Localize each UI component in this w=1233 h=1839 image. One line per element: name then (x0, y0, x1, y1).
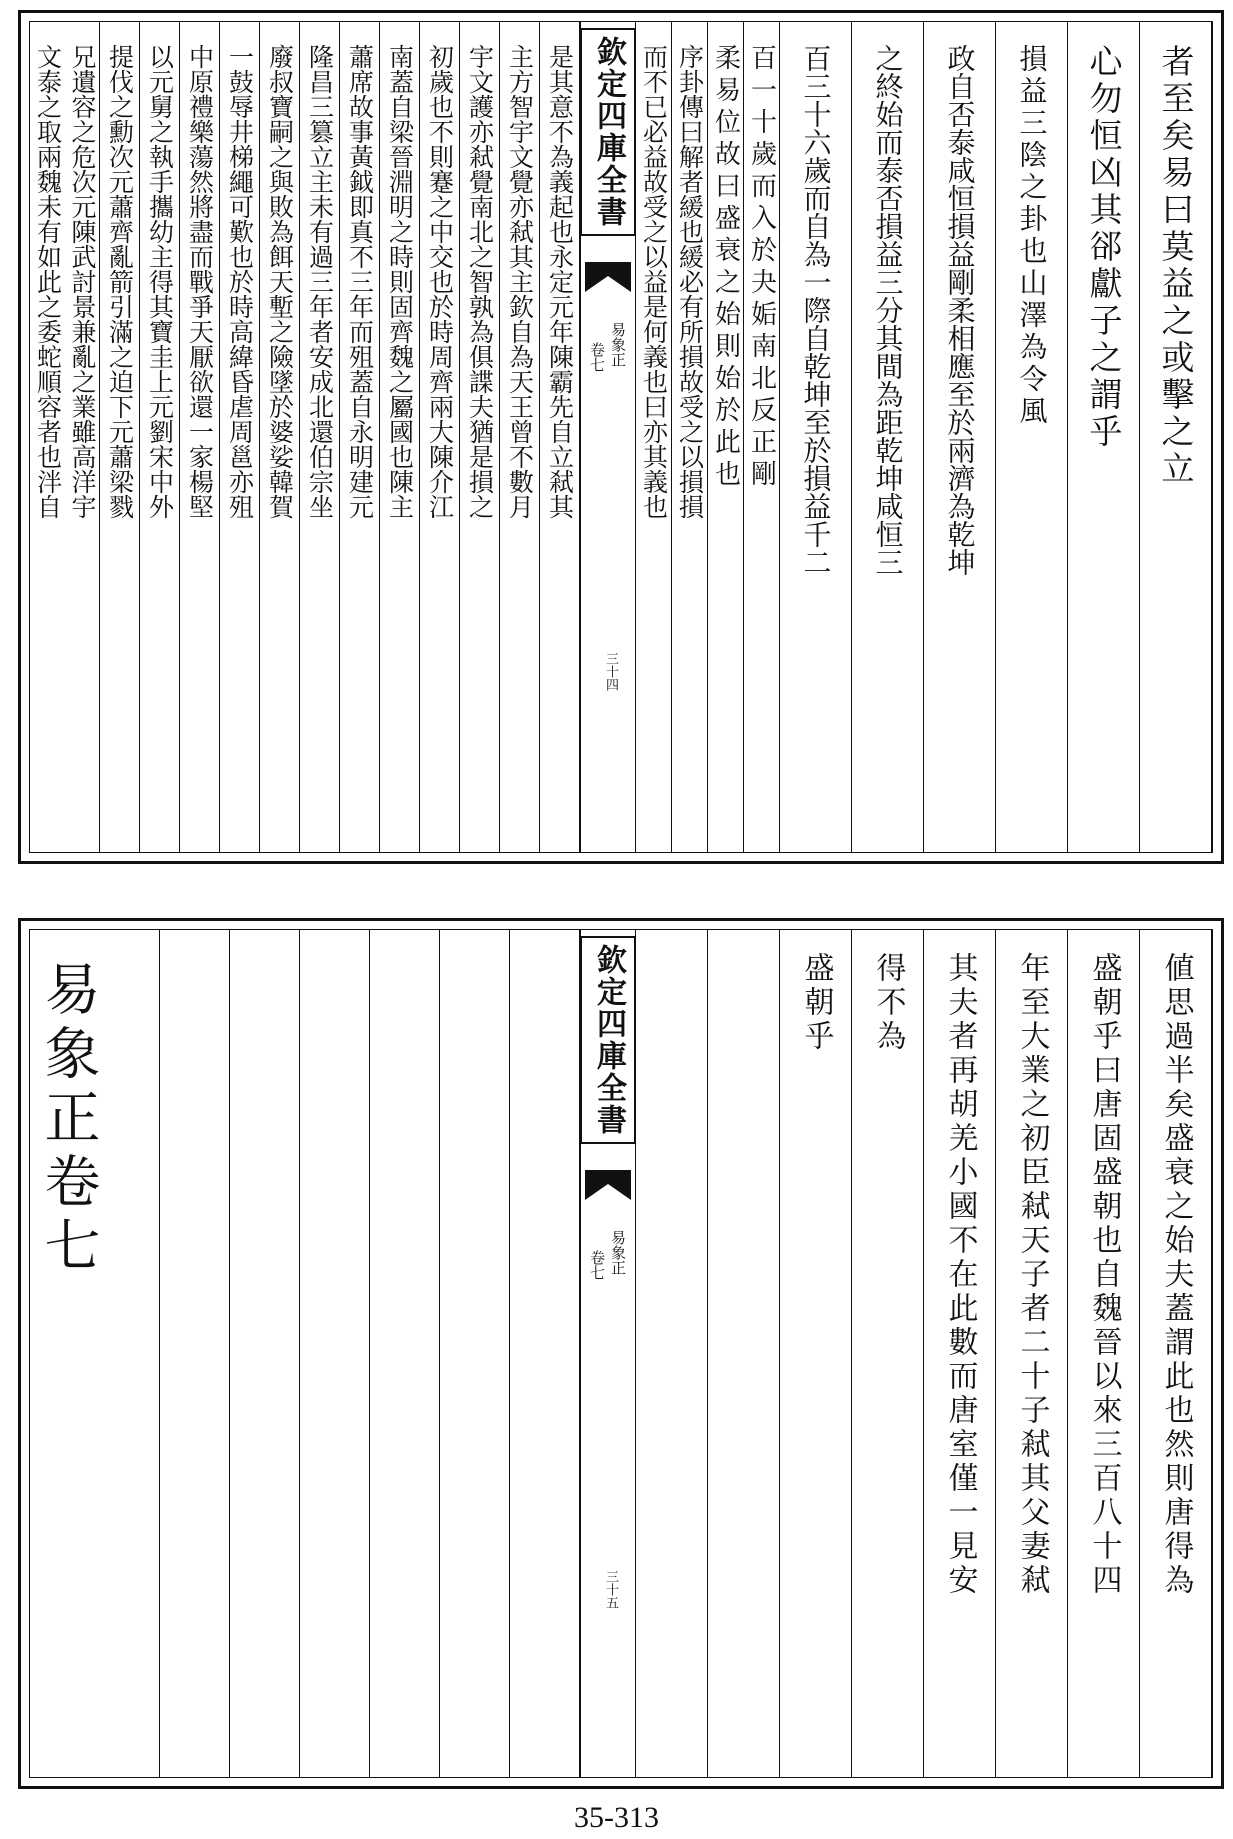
text-column (780, 22, 852, 852)
center-banner (580, 22, 636, 852)
text-column (924, 930, 996, 1777)
text-column (380, 22, 420, 852)
column-text: 値思過半矣盛衰之始夫蓋謂此也然則唐得為 (1158, 952, 1194, 1598)
column-text: 盛朝乎曰唐固盛朝也自魏晉以來三百八十四 (1086, 952, 1122, 1598)
banner-page-number: 三十五 (603, 1570, 618, 1609)
text-column (852, 930, 924, 1777)
column-text: 序卦傳曰解者緩也緩必有所損故受之以損損 (675, 44, 705, 519)
banner-book-name: 易象正 (609, 322, 627, 367)
column-text: 其夫者再胡羌小國不在此數而唐室僅一見安 (942, 952, 978, 1598)
empty-column (708, 930, 780, 1777)
column-text: 政自否泰咸恒損益剛柔相應至於兩濟為乾坤 (943, 44, 977, 576)
column-text: 初歲也不則蹇之中交也於時周齊兩大陳介江 (425, 44, 455, 519)
column-text: 廢叔寶嗣之與敗為餌天塹之險墜於婆娑韓賀 (265, 44, 295, 519)
banner-volume: 卷七 (588, 342, 606, 372)
text-column (1140, 930, 1212, 1777)
banner-volume: 卷七 (588, 1250, 606, 1280)
text-column (500, 22, 540, 852)
banner-title: 欽定四庫全書 (580, 28, 636, 236)
text-column (180, 22, 220, 852)
fishtail-mark-icon (585, 262, 631, 292)
empty-column (105, 930, 160, 1777)
column-text: 提伐之勳次元蕭齊亂箭引滿之迫下元蕭梁戮 (105, 44, 135, 519)
text-column (220, 22, 260, 852)
empty-column (510, 930, 580, 1777)
column-text: 蕭席故事黃鉞即真不三年而殂蓋自永明建元 (345, 44, 375, 519)
column-text: 者至矣易曰莫益之或擊之立 (1156, 44, 1196, 488)
column-text: 百三十六歲而自為一際自乾坤至於損益千二 (799, 44, 833, 576)
empty-column (636, 930, 708, 1777)
column-text: 柔易位故曰盛衰之始則始於此也 (710, 44, 741, 492)
column-text: 南蓋自梁晉淵明之時則固齊魏之屬國也陳主 (385, 44, 415, 519)
text-column (30, 22, 65, 852)
column-text: 而不已必益故受之以益是何義也曰亦其義也 (639, 44, 669, 519)
column-text: 得不為 (870, 952, 906, 1054)
column-text: 中原禮樂蕩然將盡而戰爭天厭欲還一家楊堅 (185, 44, 215, 519)
column-text: 主方智宇文覺亦弒其主欽自為天王曾不數月 (505, 44, 535, 519)
empty-column (230, 930, 300, 1777)
top-page (18, 10, 1224, 864)
column-text: 隆昌三篡立主未有過三年者安成北還伯宗坐 (305, 44, 335, 519)
empty-column (370, 930, 440, 1777)
empty-column (440, 930, 510, 1777)
top-page-frame (29, 21, 1213, 853)
text-column (996, 22, 1068, 852)
column-text: 之終始而泰否損益三分其間為距乾坤咸恒三 (871, 44, 905, 576)
book-end-title-column (30, 930, 105, 1777)
column-text: 百一十歲而入於夬姤南北反正剛 (746, 44, 777, 492)
center-banner (580, 930, 636, 1777)
text-column (300, 22, 340, 852)
column-text: 文泰之取兩魏未有如此之委蛇順容者也泮自 (33, 44, 63, 519)
text-column (852, 22, 924, 852)
text-column (460, 22, 500, 852)
text-column (924, 22, 996, 852)
page-footer-number: 35-313 (574, 1801, 659, 1834)
text-column (1068, 22, 1140, 852)
column-text: 盛朝乎 (798, 952, 834, 1054)
text-column (1068, 930, 1140, 1777)
banner-title: 欽定四庫全書 (580, 936, 636, 1144)
text-column (636, 22, 672, 852)
banner-book-name: 易象正 (609, 1230, 627, 1275)
banner-page-number: 三十四 (603, 652, 618, 691)
column-text: 宇文護亦弒覺南北之智孰為俱諜夫猶是損之 (465, 44, 495, 519)
column-text: 兄遺容之危次元陳武討景兼亂之業雖高洋宇 (68, 44, 97, 519)
bottom-page-frame (29, 929, 1213, 1778)
text-column (140, 22, 180, 852)
book-end-title: 易象正卷七 (35, 960, 101, 1280)
column-text: 心勿恒凶其郤獻子之謂乎 (1084, 44, 1124, 451)
text-column (420, 22, 460, 852)
text-column (540, 22, 580, 852)
text-column (780, 930, 852, 1777)
text-column (340, 22, 380, 852)
column-text: 是其意不為義起也永定元年陳霸先自立弒其 (545, 44, 575, 519)
column-text: 一鼓辱井梯繩可歎也於時高緯昏虐周邕亦殂 (225, 44, 255, 519)
bottom-page (18, 918, 1224, 1789)
text-column (260, 22, 300, 852)
empty-column (300, 930, 370, 1777)
column-text: 以元舅之執手攜幼主得其寶圭上元劉宋中外 (145, 44, 175, 519)
text-column (1140, 22, 1212, 852)
column-text: 損益三陰之卦也山澤為令風 (1015, 44, 1049, 428)
text-column (996, 930, 1068, 1777)
fishtail-mark-icon (585, 1170, 631, 1200)
empty-column (160, 930, 230, 1777)
column-text: 年至大業之初臣弒天子者二十子弒其父妻弒 (1014, 952, 1050, 1598)
